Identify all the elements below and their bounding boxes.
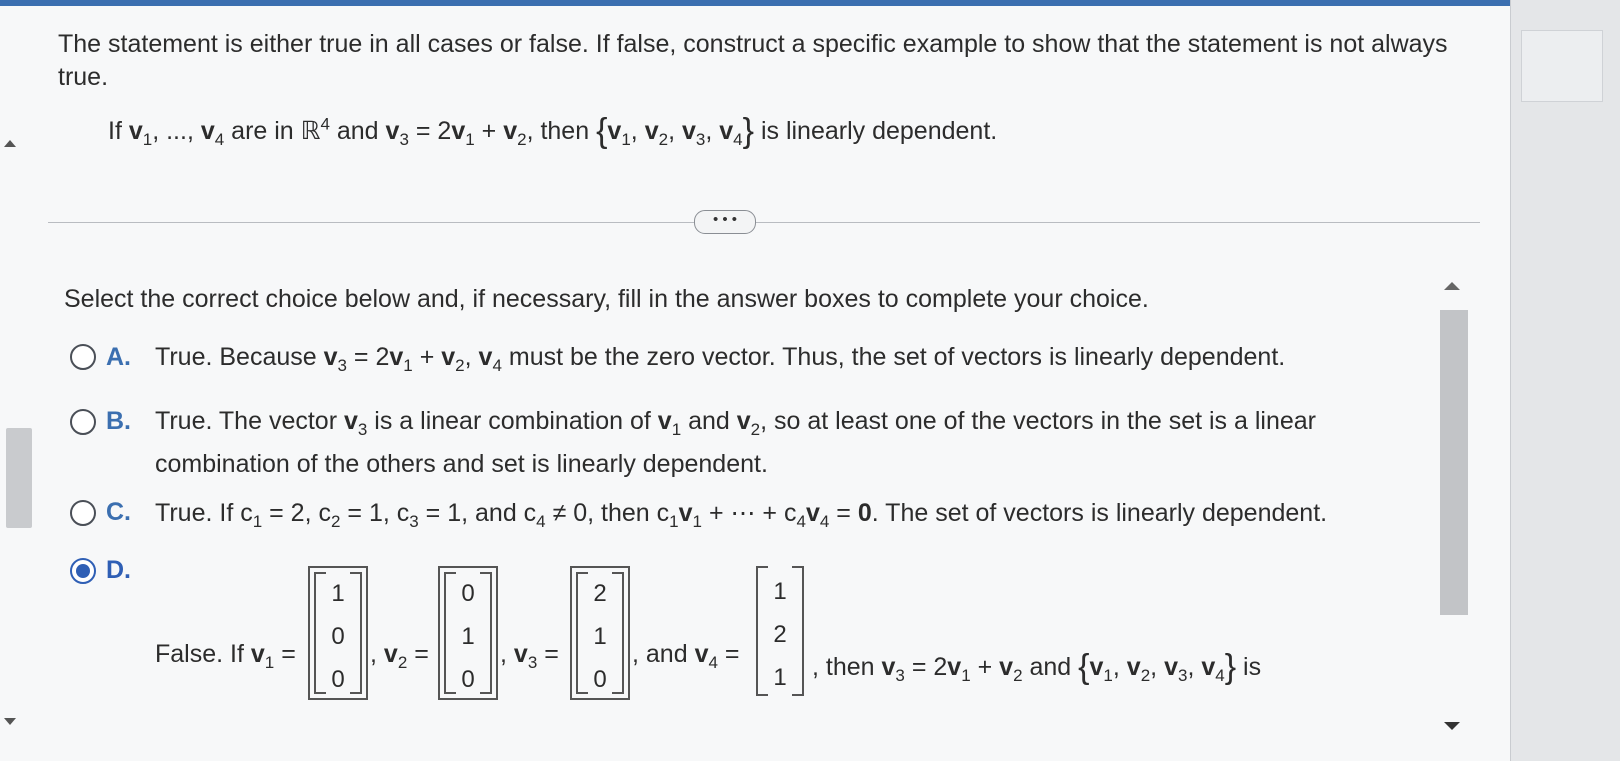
v2-entry-1[interactable]: 0 xyxy=(461,580,475,607)
matrix-v2-input[interactable] xyxy=(438,566,498,700)
scroll-up-icon[interactable] xyxy=(1444,282,1460,290)
choice-a-text[interactable]: True. Because $v_3 = 2v_1 + v_2$, $v_4$ must be the zero vector. Thus, the set of vectors is linearly dependent. xyxy=(155,343,1286,375)
v3-entry-3[interactable]: 0 xyxy=(593,666,607,693)
choice-c-radio[interactable] xyxy=(70,500,96,526)
v3-entry-1[interactable]: 2 xyxy=(593,580,607,607)
content-scrollbar[interactable] xyxy=(1440,282,1468,742)
v2-entry-2[interactable]: 1 xyxy=(461,623,475,650)
matrix-v3-input[interactable] xyxy=(570,566,630,700)
v1-entry-1[interactable]: 1 xyxy=(331,580,345,607)
v4-entry-1: 1 xyxy=(773,578,787,605)
v1-entry-2[interactable]: 0 xyxy=(331,623,345,650)
v3-label: , $v_3$ = xyxy=(500,640,559,672)
choice-b-text[interactable]: True. The vector $v_3$ is a linear combination of $v_1$ and $v_2$, so at least one of the vectors in the set is a linear xyxy=(155,407,1316,439)
v2-entry-3[interactable]: 0 xyxy=(461,666,475,693)
scroll-down-icon[interactable] xyxy=(1444,722,1460,730)
v4-entry-3: 1 xyxy=(773,664,787,691)
problem-statement: The statement is either true in all cases or false. If false, construct a specific example to show that the statement is not always true. xyxy=(58,30,1448,91)
choice-c-text[interactable]: True. If $c_1 = 2$, $c_2 = 1$, $c_3 = 1$, and $c_4 \ne 0$, then $c_1v_1$ + ⋯ + $c_4v_4 = 0$. The set of vectors is linearly dependent. xyxy=(155,499,1328,531)
section-divider xyxy=(48,222,1480,223)
expand-down-icon[interactable] xyxy=(4,718,16,725)
choice-b-text-line2[interactable]: combination of the others and set is linearly dependent. xyxy=(155,450,768,478)
scroll-thumb[interactable] xyxy=(1440,310,1468,615)
choice-d-letter: D. xyxy=(106,556,131,584)
more-dots-icon[interactable]: • • • xyxy=(694,210,756,234)
v4-label: , and $v_4$ = xyxy=(632,640,740,672)
choice-a-radio[interactable] xyxy=(70,344,96,370)
choice-d-conclusion: , then $v_3 = 2v_1 + v_2$ and {$v_1$, $v_2$, $v_3$, $v_4$} is xyxy=(812,648,1262,686)
claim-text: If $v_1$, ..., $v_4$ are in ℝ$^4$ and $v_3 = 2v_1 + v_2$, then {$v_1$, $v_2$, $v_3$, $v_4$} is linearly dependent. xyxy=(108,112,998,150)
choice-d-radio[interactable] xyxy=(70,558,96,584)
instruction-text: Select the correct choice below and, if necessary, fill in the answer boxes to complete your choice. xyxy=(64,285,1149,313)
collapse-up-icon[interactable] xyxy=(4,140,16,147)
v4-entry-2: 2 xyxy=(773,621,787,648)
choice-b-radio[interactable] xyxy=(70,409,96,435)
right-side-panel xyxy=(1510,0,1620,761)
choice-c-letter: C. xyxy=(106,498,131,526)
choice-a-letter: A. xyxy=(106,343,131,371)
v1-entry-3[interactable]: 0 xyxy=(331,666,345,693)
choice-b-letter: B. xyxy=(106,407,131,435)
left-scroll-handle[interactable] xyxy=(6,428,32,528)
v2-label: , $v_2$ = xyxy=(370,640,429,672)
matrix-v1-input[interactable] xyxy=(308,566,368,700)
matrix-v4 xyxy=(752,566,808,696)
v3-entry-2[interactable]: 1 xyxy=(593,623,607,650)
side-box xyxy=(1521,30,1603,102)
choice-d-false-if: False. If $v_1$ = xyxy=(155,640,296,672)
